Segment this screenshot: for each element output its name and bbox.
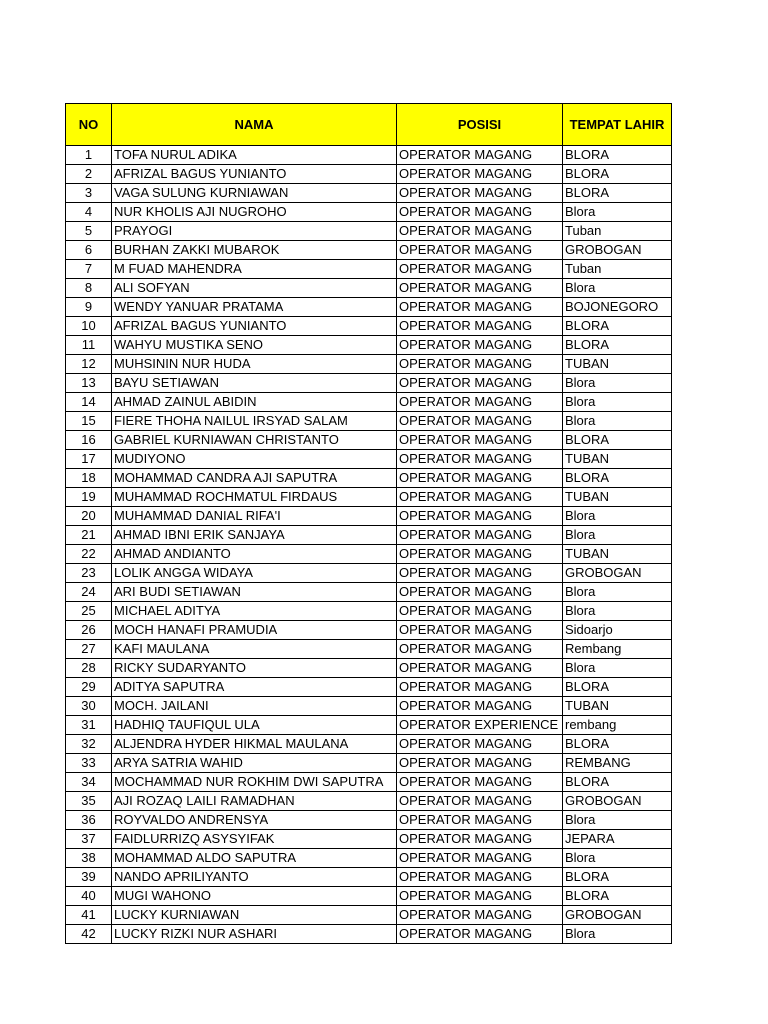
cell-posisi: OPERATOR MAGANG: [397, 773, 563, 792]
table-row: [66, 735, 672, 754]
cell-tempat-lahir: TUBAN: [563, 355, 672, 374]
cell-no: 33: [66, 754, 112, 773]
cell-tempat-lahir: Blora: [563, 279, 672, 298]
cell-posisi: OPERATOR MAGANG: [397, 507, 563, 526]
table-row: [66, 298, 672, 317]
cell-nama: ARI BUDI SETIAWAN: [112, 583, 397, 602]
cell-nama: M FUAD MAHENDRA: [112, 260, 397, 279]
cell-no: 29: [66, 678, 112, 697]
cell-no: 36: [66, 811, 112, 830]
cell-nama: MOCH HANAFI PRAMUDIA: [112, 621, 397, 640]
cell-nama: WAHYU MUSTIKA SENO: [112, 336, 397, 355]
header-row: [66, 104, 672, 146]
cell-tempat-lahir: BLORA: [563, 184, 672, 203]
cell-no: 22: [66, 545, 112, 564]
table-row: [66, 716, 672, 735]
table-row: [66, 222, 672, 241]
cell-nama: GABRIEL KURNIAWAN CHRISTANTO: [112, 431, 397, 450]
cell-posisi: OPERATOR MAGANG: [397, 678, 563, 697]
cell-no: 5: [66, 222, 112, 241]
cell-no: 8: [66, 279, 112, 298]
cell-tempat-lahir: BLORA: [563, 469, 672, 488]
cell-posisi: OPERATOR EXPERIENCE: [397, 716, 563, 735]
cell-nama: ALJENDRA HYDER HIKMAL MAULANA: [112, 735, 397, 754]
cell-posisi: OPERATOR MAGANG: [397, 811, 563, 830]
cell-no: 13: [66, 374, 112, 393]
cell-nama: BURHAN ZAKKI MUBAROK: [112, 241, 397, 260]
cell-tempat-lahir: REMBANG: [563, 754, 672, 773]
cell-nama: ROYVALDO ANDRENSYA: [112, 811, 397, 830]
cell-nama: AHMAD ANDIANTO: [112, 545, 397, 564]
cell-nama: LOLIK ANGGA WIDAYA: [112, 564, 397, 583]
table-row: [66, 355, 672, 374]
table-row: [66, 583, 672, 602]
cell-no: 24: [66, 583, 112, 602]
cell-posisi: OPERATOR MAGANG: [397, 887, 563, 906]
cell-tempat-lahir: Blora: [563, 925, 672, 944]
cell-tempat-lahir: Blora: [563, 507, 672, 526]
table-row: [66, 165, 672, 184]
cell-tempat-lahir: BLORA: [563, 678, 672, 697]
cell-no: 25: [66, 602, 112, 621]
cell-posisi: OPERATOR MAGANG: [397, 564, 563, 583]
cell-no: 17: [66, 450, 112, 469]
table-body: [66, 146, 672, 944]
cell-posisi: OPERATOR MAGANG: [397, 621, 563, 640]
cell-no: 21: [66, 526, 112, 545]
cell-nama: VAGA SULUNG KURNIAWAN: [112, 184, 397, 203]
cell-tempat-lahir: TUBAN: [563, 697, 672, 716]
cell-nama: AFRIZAL BAGUS YUNIANTO: [112, 317, 397, 336]
cell-nama: FAIDLURRIZQ ASYSYIFAK: [112, 830, 397, 849]
table-row: [66, 925, 672, 944]
cell-tempat-lahir: Tuban: [563, 222, 672, 241]
cell-nama: NANDO APRILIYANTO: [112, 868, 397, 887]
cell-tempat-lahir: BLORA: [563, 887, 672, 906]
cell-nama: RICKY SUDARYANTO: [112, 659, 397, 678]
cell-no: 40: [66, 887, 112, 906]
cell-posisi: OPERATOR MAGANG: [397, 260, 563, 279]
cell-no: 26: [66, 621, 112, 640]
table-row: [66, 659, 672, 678]
cell-tempat-lahir: rembang: [563, 716, 672, 735]
table-row: [66, 450, 672, 469]
cell-no: 7: [66, 260, 112, 279]
cell-posisi: OPERATOR MAGANG: [397, 754, 563, 773]
cell-nama: PRAYOGI: [112, 222, 397, 241]
table-row: [66, 412, 672, 431]
table-row: [66, 678, 672, 697]
cell-posisi: OPERATOR MAGANG: [397, 355, 563, 374]
cell-posisi: OPERATOR MAGANG: [397, 488, 563, 507]
cell-nama: KAFI MAULANA: [112, 640, 397, 659]
cell-nama: WENDY YANUAR PRATAMA: [112, 298, 397, 317]
cell-no: 11: [66, 336, 112, 355]
cell-tempat-lahir: GROBOGAN: [563, 792, 672, 811]
cell-tempat-lahir: BLORA: [563, 868, 672, 887]
cell-nama: LUCKY RIZKI NUR ASHARI: [112, 925, 397, 944]
cell-nama: LUCKY KURNIAWAN: [112, 906, 397, 925]
table-row: [66, 830, 672, 849]
cell-tempat-lahir: Blora: [563, 393, 672, 412]
cell-tempat-lahir: Blora: [563, 526, 672, 545]
cell-no: 37: [66, 830, 112, 849]
cell-posisi: OPERATOR MAGANG: [397, 203, 563, 222]
cell-posisi: OPERATOR MAGANG: [397, 697, 563, 716]
table-row: [66, 203, 672, 222]
cell-nama: MUGI WAHONO: [112, 887, 397, 906]
table-row: [66, 868, 672, 887]
cell-posisi: OPERATOR MAGANG: [397, 450, 563, 469]
table-row: [66, 184, 672, 203]
table-row: [66, 697, 672, 716]
cell-no: 18: [66, 469, 112, 488]
cell-posisi: OPERATOR MAGANG: [397, 602, 563, 621]
cell-tempat-lahir: Blora: [563, 849, 672, 868]
cell-no: 14: [66, 393, 112, 412]
cell-tempat-lahir: Blora: [563, 374, 672, 393]
cell-posisi: OPERATOR MAGANG: [397, 431, 563, 450]
table-row: [66, 811, 672, 830]
cell-nama: MOHAMMAD ALDO SAPUTRA: [112, 849, 397, 868]
cell-posisi: OPERATOR MAGANG: [397, 393, 563, 412]
cell-no: 12: [66, 355, 112, 374]
cell-tempat-lahir: Blora: [563, 583, 672, 602]
cell-posisi: OPERATOR MAGANG: [397, 374, 563, 393]
cell-no: 15: [66, 412, 112, 431]
cell-nama: AJI ROZAQ LAILI RAMADHAN: [112, 792, 397, 811]
table-row: [66, 393, 672, 412]
table-row: [66, 621, 672, 640]
cell-tempat-lahir: Rembang: [563, 640, 672, 659]
cell-no: 34: [66, 773, 112, 792]
cell-no: 38: [66, 849, 112, 868]
table-row: [66, 279, 672, 298]
cell-no: 19: [66, 488, 112, 507]
cell-nama: FIERE THOHA NAILUL IRSYAD SALAM: [112, 412, 397, 431]
cell-nama: ARYA SATRIA WAHID: [112, 754, 397, 773]
cell-posisi: OPERATOR MAGANG: [397, 925, 563, 944]
cell-tempat-lahir: GROBOGAN: [563, 906, 672, 925]
table-row: [66, 507, 672, 526]
cell-posisi: OPERATOR MAGANG: [397, 184, 563, 203]
cell-no: 20: [66, 507, 112, 526]
cell-posisi: OPERATOR MAGANG: [397, 241, 563, 260]
cell-no: 31: [66, 716, 112, 735]
cell-no: 2: [66, 165, 112, 184]
cell-nama: MOHAMMAD CANDRA AJI SAPUTRA: [112, 469, 397, 488]
table-row: [66, 602, 672, 621]
cell-tempat-lahir: Blora: [563, 203, 672, 222]
cell-tempat-lahir: BOJONEGORO: [563, 298, 672, 317]
table-row: [66, 849, 672, 868]
cell-posisi: OPERATOR MAGANG: [397, 792, 563, 811]
table-row: [66, 488, 672, 507]
cell-nama: MICHAEL ADITYA: [112, 602, 397, 621]
cell-nama: MUHAMMAD ROCHMATUL FIRDAUS: [112, 488, 397, 507]
cell-posisi: OPERATOR MAGANG: [397, 526, 563, 545]
cell-posisi: OPERATOR MAGANG: [397, 279, 563, 298]
cell-no: 30: [66, 697, 112, 716]
cell-posisi: OPERATOR MAGANG: [397, 222, 563, 241]
cell-tempat-lahir: Tuban: [563, 260, 672, 279]
cell-nama: ALI SOFYAN: [112, 279, 397, 298]
table-row: [66, 469, 672, 488]
cell-nama: AHMAD IBNI ERIK SANJAYA: [112, 526, 397, 545]
cell-posisi: OPERATOR MAGANG: [397, 165, 563, 184]
cell-tempat-lahir: BLORA: [563, 773, 672, 792]
cell-no: 39: [66, 868, 112, 887]
cell-no: 32: [66, 735, 112, 754]
cell-no: 41: [66, 906, 112, 925]
cell-tempat-lahir: BLORA: [563, 146, 672, 165]
cell-tempat-lahir: GROBOGAN: [563, 564, 672, 583]
cell-no: 27: [66, 640, 112, 659]
cell-tempat-lahir: BLORA: [563, 735, 672, 754]
cell-no: 35: [66, 792, 112, 811]
header-tempat-lahir: TEMPAT LAHIR: [563, 104, 672, 146]
table-row: [66, 526, 672, 545]
cell-posisi: OPERATOR MAGANG: [397, 545, 563, 564]
cell-tempat-lahir: BLORA: [563, 165, 672, 184]
cell-posisi: OPERATOR MAGANG: [397, 640, 563, 659]
cell-nama: AHMAD ZAINUL ABIDIN: [112, 393, 397, 412]
cell-posisi: OPERATOR MAGANG: [397, 735, 563, 754]
table-row: [66, 374, 672, 393]
cell-nama: HADHIQ TAUFIQUL ULA: [112, 716, 397, 735]
cell-nama: NUR KHOLIS AJI NUGROHO: [112, 203, 397, 222]
table-row: [66, 773, 672, 792]
cell-tempat-lahir: Blora: [563, 412, 672, 431]
cell-no: 28: [66, 659, 112, 678]
cell-no: 23: [66, 564, 112, 583]
cell-no: 4: [66, 203, 112, 222]
cell-posisi: OPERATOR MAGANG: [397, 583, 563, 602]
cell-tempat-lahir: BLORA: [563, 336, 672, 355]
cell-posisi: OPERATOR MAGANG: [397, 659, 563, 678]
cell-nama: MUHSININ NUR HUDA: [112, 355, 397, 374]
cell-tempat-lahir: BLORA: [563, 431, 672, 450]
cell-posisi: OPERATOR MAGANG: [397, 317, 563, 336]
cell-tempat-lahir: Blora: [563, 811, 672, 830]
cell-tempat-lahir: GROBOGAN: [563, 241, 672, 260]
table-row: [66, 906, 672, 925]
cell-no: 1: [66, 146, 112, 165]
table-row: [66, 431, 672, 450]
cell-posisi: OPERATOR MAGANG: [397, 412, 563, 431]
cell-posisi: OPERATOR MAGANG: [397, 849, 563, 868]
cell-no: 9: [66, 298, 112, 317]
table-row: [66, 792, 672, 811]
table-row: [66, 146, 672, 165]
cell-no: 16: [66, 431, 112, 450]
employee-table: [65, 103, 672, 944]
cell-nama: AFRIZAL BAGUS YUNIANTO: [112, 165, 397, 184]
cell-nama: BAYU SETIAWAN: [112, 374, 397, 393]
cell-nama: MUHAMMAD DANIAL RIFA'I: [112, 507, 397, 526]
cell-tempat-lahir: TUBAN: [563, 488, 672, 507]
cell-nama: MUDIYONO: [112, 450, 397, 469]
cell-posisi: OPERATOR MAGANG: [397, 906, 563, 925]
cell-posisi: OPERATOR MAGANG: [397, 146, 563, 165]
cell-posisi: OPERATOR MAGANG: [397, 469, 563, 488]
cell-tempat-lahir: TUBAN: [563, 450, 672, 469]
cell-tempat-lahir: JEPARA: [563, 830, 672, 849]
header-no: NO: [66, 104, 112, 146]
cell-no: 42: [66, 925, 112, 944]
table-row: [66, 260, 672, 279]
cell-tempat-lahir: BLORA: [563, 317, 672, 336]
cell-no: 3: [66, 184, 112, 203]
cell-posisi: OPERATOR MAGANG: [397, 830, 563, 849]
cell-nama: TOFA NURUL ADIKA: [112, 146, 397, 165]
cell-posisi: OPERATOR MAGANG: [397, 336, 563, 355]
cell-tempat-lahir: Blora: [563, 659, 672, 678]
header-nama: NAMA: [112, 104, 397, 146]
table-row: [66, 640, 672, 659]
table-row: [66, 564, 672, 583]
cell-posisi: OPERATOR MAGANG: [397, 868, 563, 887]
cell-tempat-lahir: Blora: [563, 602, 672, 621]
table-row: [66, 317, 672, 336]
table-row: [66, 241, 672, 260]
cell-tempat-lahir: Sidoarjo: [563, 621, 672, 640]
cell-no: 6: [66, 241, 112, 260]
cell-tempat-lahir: TUBAN: [563, 545, 672, 564]
cell-nama: MOCHAMMAD NUR ROKHIM DWI SAPUTRA: [112, 773, 397, 792]
cell-nama: MOCH. JAILANI: [112, 697, 397, 716]
table-row: [66, 754, 672, 773]
table-row: [66, 887, 672, 906]
cell-no: 10: [66, 317, 112, 336]
header-posisi: POSISI: [397, 104, 563, 146]
table-row: [66, 336, 672, 355]
cell-posisi: OPERATOR MAGANG: [397, 298, 563, 317]
table-row: [66, 545, 672, 564]
cell-nama: ADITYA SAPUTRA: [112, 678, 397, 697]
